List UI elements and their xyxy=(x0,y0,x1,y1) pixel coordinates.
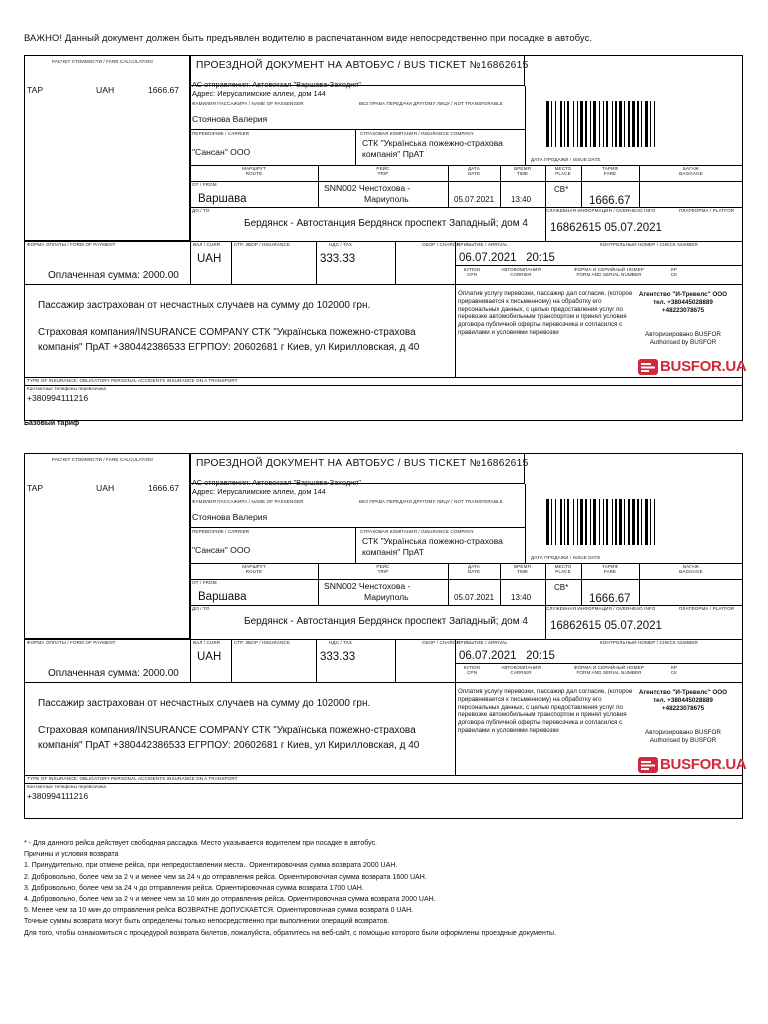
to-station: Бердянск - Автостанция Бердянск проспект Западный; дом 4 xyxy=(244,218,528,229)
insurance-line2: компанія" ПрАТ xyxy=(362,149,424,159)
arrival-value: 06.07.2021 20:15 xyxy=(459,252,555,264)
agency-phone2: +48223078675 xyxy=(661,704,705,712)
tap-code: TAP xyxy=(27,85,44,95)
from-label: ОТ / FROM xyxy=(192,580,217,585)
agency-phone2: +48223078675 xyxy=(661,306,705,314)
curr-label: ВАЛ / CURR xyxy=(193,640,221,645)
curr-label: ВАЛ / CURR xyxy=(193,242,221,247)
check-number-label: КОНТРОЛЬНЫЙ НОМЕР / CHECK NUMBER xyxy=(600,640,698,645)
fare-currency: UAH xyxy=(96,85,115,95)
to-label: ДО / TO xyxy=(192,606,210,611)
insurance-company-line1: Страховая компания/INSURANCE COMPANY СТК "Українська пожежно-страхова xyxy=(38,327,416,338)
insurance-line2: компанія" ПрАТ xyxy=(362,547,424,557)
form-serial-label: ФОРМА И СЕРИЙНЫЙ НОМЕР FORM AND SERIAL NUMBER xyxy=(574,665,644,675)
insurance-type: TYPE OF INSURANCE: OBLIGATORY PERSONAL ACCIDENTS INSURANCE ON A TRANSPORT xyxy=(27,378,238,383)
baggage-label: БАГАЖ BAGGAGE xyxy=(679,166,703,176)
route-label: МАРШРУТ ROUTE xyxy=(242,564,266,574)
from-label: ОТ / FROM xyxy=(192,182,217,187)
fare-label: ТАРИФ FARE xyxy=(601,564,619,574)
from-city: Варшава xyxy=(198,591,247,603)
form-serial-label: ФОРМА И СЕРИЙНЫЙ НОМЕР FORM AND SERIAL NUMBER xyxy=(574,267,644,277)
tax-label: НДС / TAX xyxy=(329,242,353,247)
paid-amount: Оплаченная сумма: 2000.00 xyxy=(48,270,179,281)
ticket-title: ПРОЕЗДНОЙ ДОКУМЕНТ НА АВТОБУС / BUS TICKET №16862615 xyxy=(196,60,529,71)
agency-block xyxy=(633,689,733,713)
seat: СВ* xyxy=(554,583,569,592)
to-label: ДО / TO xyxy=(192,208,210,213)
note-line: 4. Добровольно, более чем за 2 ч и менее чем за 10 мин до отправления рейса. Ориентировочная сумма возврата 2000 UAH. xyxy=(24,896,436,904)
trip-date: 05.07.2021 xyxy=(454,593,495,602)
passenger-name: Стоянова Валерия xyxy=(192,114,268,124)
agency-block xyxy=(633,291,733,315)
trip-line2: Мариуполь xyxy=(364,194,409,204)
passenger-label: ФАМИЛИЯ ПАССАЖИРА / NAME OF PASSENGER xyxy=(192,499,304,504)
fee-label: СТР. ЗБОР / INSURANCE xyxy=(234,640,291,645)
tap-code: TAP xyxy=(27,483,44,493)
not-transferable-label: БЕЗ ПРАВА ПЕРЕДАЧИ ДРУГОМУ ЛИЦУ / NOT TRANSFERABLE xyxy=(359,101,503,106)
carrier-phone: +380994111216 xyxy=(27,393,89,403)
curr-value: UAH xyxy=(197,651,222,663)
departure-address: Адрес: Иерусалимские аллеи, дом 144 xyxy=(192,89,326,98)
kr-label: КР CK xyxy=(670,665,678,675)
payment-label: ФОРМА ОПЛАТЫ / FORM OF PAYMENT xyxy=(27,242,116,247)
place-label: МЕСТО PLACE xyxy=(554,166,572,176)
trip-label: РЕЙС TRIP xyxy=(376,564,390,574)
fare-value: 1666.67 xyxy=(589,195,631,207)
authorized-en: Authorised by BUSFOR xyxy=(649,339,717,347)
trip-date: 05.07.2021 xyxy=(454,195,495,204)
insurance-company-line1: Страховая компания/INSURANCE COMPANY СТК "Українська пожежно-страхова xyxy=(38,725,416,736)
note-line: 5. Менее чем за 10 мин до отправления рейса ВОЗВРАТНЕ ДОПУСКАЕТСЯ. Ориентировочная сумма возврата 0 UAH. xyxy=(24,907,414,915)
carrier2-label: АВТОКОМПАНИЯ CARRIER xyxy=(501,665,541,675)
tax-label: НДС / TAX xyxy=(329,640,353,645)
coupon-label: КУПОН CPN xyxy=(463,665,481,675)
note-line: Причины и условия возврата xyxy=(24,851,119,859)
fare-currency: UAH xyxy=(96,483,115,493)
departure-station: АС отправления: Автовокзал "Варшава-Заходня" xyxy=(192,478,361,487)
authorized-block xyxy=(633,729,733,745)
note-line: 2. Добровольно, более чем за 2 ч и менее чем за 24 ч до отправления рейса. Ориентировочная сумма возврата 1600 UAH. xyxy=(24,873,427,881)
carrier-label: ПЕРЕВОЗЧИК / CARRIER xyxy=(192,529,250,534)
date-label: ДАТА DATE xyxy=(467,166,481,176)
insurance-company-line2: компанія" ПрАТ +380442386533 ЕГРПОУ: 20602681 г Киев, ул Кирилловская, д 40 xyxy=(38,342,420,353)
fare-label: ТАРИФ FARE xyxy=(601,166,619,176)
payment-label: ФОРМА ОПЛАТЫ / FORM OF PAYMENT xyxy=(27,640,116,645)
trip-line1: SNN002 Ченстохова - xyxy=(324,183,411,193)
authorized-ru: Авторизировано BUSFOR xyxy=(645,729,721,736)
note-line: 3. Добровольно, более чем за 24 ч до отправления рейса. Ориентировочная сумма возврата 1700 UAH. xyxy=(24,884,364,892)
authorized-en: Authorised by BUSFOR xyxy=(649,737,717,745)
trip-line1: SNN002 Ченстохова - xyxy=(324,581,411,591)
tax-value: 333.33 xyxy=(320,651,356,663)
overhead-label: СЛУЖЕБНАЯ ИНФОРМАЦИЯ / OVERHEAD INFO xyxy=(546,606,656,611)
overhead-label: СЛУЖЕБНАЯ ИНФОРМАЦИЯ / OVERHEAD INFO xyxy=(546,208,656,213)
phones-label: Контактные телефоны перевозчика xyxy=(27,386,107,391)
trip-time: 13:40 xyxy=(511,195,532,204)
trip-time: 13:40 xyxy=(511,593,532,602)
insured-text: Пассажир застрахован от несчастных случаев на сумму до 102000 грн. xyxy=(38,300,371,311)
ticket-title: ПРОЕЗДНОЙ ДОКУМЕНТ НА АВТОБУС / BUS TICKET №16862615 xyxy=(196,458,529,469)
insurance-line1: СТК "Українська пожежно-страхова xyxy=(362,536,503,546)
baggage-label: БАГАЖ BAGGAGE xyxy=(679,564,703,574)
fare-amount: 1666.67 xyxy=(148,85,180,95)
header-warning: ВАЖНО! Данный документ должен быть предъявлен водителю в распечатанном виде непосредственно при посадке в автобус. xyxy=(24,32,593,43)
time-label: ВРЕМЯ TIME xyxy=(514,166,531,176)
passenger-label: ФАМИЛИЯ ПАССАЖИРА / NAME OF PASSENGER xyxy=(192,101,304,106)
place-label: МЕСТО PLACE xyxy=(554,564,572,574)
departure-station: АС отправления: Автовокзал "Варшава-Заходня" xyxy=(192,80,361,89)
busfor-logo-icon xyxy=(638,359,658,375)
overhead-value: 16862615 05.07.2021 xyxy=(550,222,662,234)
carrier-label: ПЕРЕВОЗЧИК / CARRIER xyxy=(192,131,250,136)
fare-calc-label: РАСЧЕТ СТОИМОСТИ / FARE CALCULATION xyxy=(52,457,153,462)
platform-label: ПЛАТФОРМА / PLATFOR xyxy=(679,208,735,213)
fare-amount: 1666.67 xyxy=(148,483,180,493)
overhead-value: 16862615 05.07.2021 xyxy=(550,620,662,632)
coupon-label: КУПОН CPN xyxy=(463,267,481,277)
carrier-name: "Сансан" ООО xyxy=(192,545,251,555)
insurance-company-line2: компанія" ПрАТ +380442386533 ЕГРПОУ: 20602681 г Киев, ул Кирилловская, д 40 xyxy=(38,740,420,751)
carrier-name: "Сансан" ООО xyxy=(192,147,251,157)
busfor-logo-text: BUSFOR.UA xyxy=(660,358,747,375)
ticket-copy-2 xyxy=(24,453,747,819)
busfor-logo-text: BUSFOR.UA xyxy=(660,756,747,773)
insurance-line1: СТК "Українська пожежно-страхова xyxy=(362,138,503,148)
fare-calc-label: РАСЧЕТ СТОИМОСТИ / FARE CALCULATION xyxy=(52,59,153,64)
insured-text: Пассажир застрахован от несчастных случаев на сумму до 102000 грн. xyxy=(38,698,371,709)
insurance-label: СТРАХОВАЯ КОМПАНИЯ / INSURANCE COMPANY xyxy=(360,131,475,136)
tax-value: 333.33 xyxy=(320,253,356,265)
refund-notes xyxy=(24,838,556,939)
note-line: 1. Принудительно, при отмене рейса, при непредоставлении места.. Ориентировочная сумма возврата 2000 UAH. xyxy=(24,862,398,870)
time-label: ВРЕМЯ TIME xyxy=(514,564,531,574)
carrier2-label: АВТОКОМПАНИЯ CARRIER xyxy=(501,267,541,277)
barcode xyxy=(546,499,726,545)
arrival-label: ПРИБЫТИЕ / ARRIVAL xyxy=(457,242,508,247)
charge-label: СБОР / CHARGE xyxy=(422,242,460,247)
authorized-ru: Авторизировано BUSFOR xyxy=(645,331,721,338)
insurance-label: СТРАХОВАЯ КОМПАНИЯ / INSURANCE COMPANY xyxy=(360,529,475,534)
arrival-value: 06.07.2021 20:15 xyxy=(459,650,555,662)
issue-date-label: ДАТА ПРОДАЖИ / ISSUE DATE xyxy=(531,157,601,162)
issue-date-label: ДАТА ПРОДАЖИ / ISSUE DATE xyxy=(531,555,601,560)
date-label: ДАТА DATE xyxy=(467,564,481,574)
note-line: Точные суммы возврата могут быть определены только непосредственно при выполнении операций возвратов. xyxy=(24,918,390,926)
busfor-logo-icon xyxy=(638,757,658,773)
platform-label: ПЛАТФОРМА / PLATFOR xyxy=(679,606,735,611)
consent-text: Оплатив услугу перевозки, пассажир дал согласие, (которое приравнивается к письменному) на обработку его персональных данных, с целью предоставления услуг по перевозке автомобильным транспортом и принял условия договора публичной оферты перевозчика и согласился с правилами и условиями перевозки xyxy=(458,688,633,734)
fee-label: СТР. ЗБОР / INSURANCE xyxy=(234,242,291,247)
paid-amount: Оплаченная сумма: 2000.00 xyxy=(48,668,179,679)
insurance-type: TYPE OF INSURANCE: OBLIGATORY PERSONAL ACCIDENTS INSURANCE ON A TRANSPORT xyxy=(27,776,238,781)
route-label: МАРШРУТ ROUTE xyxy=(242,166,266,176)
departure-address: Адрес: Иерусалимские аллеи, дом 144 xyxy=(192,487,326,496)
charge-label: СБОР / CHARGE xyxy=(422,640,460,645)
from-city: Варшава xyxy=(198,193,247,205)
base-tariff: Базовый тариф xyxy=(24,420,80,427)
kr-label: КР CK xyxy=(670,267,678,277)
note-line: Для того, чтобы ознакомиться с процедурой возврата билетов, пожалуйста, обратитесь на веб-сайт, с помощью которого были оформлены проездные документы. xyxy=(24,929,557,937)
trip-label: РЕЙС TRIP xyxy=(376,166,390,176)
ticket-copy-1 xyxy=(24,55,747,421)
curr-value: UAH xyxy=(197,253,222,265)
agency-name: Агентство "И-Тревелс" ООО xyxy=(638,689,728,696)
authorized-block xyxy=(633,331,733,347)
carrier-phone: +380994111216 xyxy=(27,791,89,801)
agency-phone1: тел. +380445028889 xyxy=(653,298,713,306)
fare-calc-box xyxy=(24,453,190,639)
agency-phone1: тел. +380445028889 xyxy=(653,696,713,704)
passenger-name: Стоянова Валерия xyxy=(192,512,268,522)
consent-text: Оплатив услугу перевозки, пассажир дал согласие, (которое приравнивается к письменному) на обработку его персональных данных, с целью предоставления услуг по перевозке автомобильным транспортом и принял условия договора публичной оферты перевозчика и согласился с правилами и условиями перевозки xyxy=(458,290,633,336)
not-transferable-label: БЕЗ ПРАВА ПЕРЕДАЧИ ДРУГОМУ ЛИЦУ / NOT TRANSFERABLE xyxy=(359,499,503,504)
trip-line2: Мариуполь xyxy=(364,592,409,602)
barcode xyxy=(546,101,726,147)
fare-calc-box xyxy=(24,55,190,241)
arrival-label: ПРИБЫТИЕ / ARRIVAL xyxy=(457,640,508,645)
agency-name: Агентство "И-Тревелс" ООО xyxy=(638,291,728,298)
phones-label: Контактные телефоны перевозчика xyxy=(27,784,107,789)
seat: СВ* xyxy=(554,185,569,194)
fare-value: 1666.67 xyxy=(589,593,631,605)
note-line: * - Для данного рейса действует свободная рассадка. Место указывается водителем при посадке в автобус. xyxy=(24,840,377,847)
to-station: Бердянск - Автостанция Бердянск проспект Западный; дом 4 xyxy=(244,616,528,627)
check-number-label: КОНТРОЛЬНЫЙ НОМЕР / CHECK NUMBER xyxy=(600,242,698,247)
